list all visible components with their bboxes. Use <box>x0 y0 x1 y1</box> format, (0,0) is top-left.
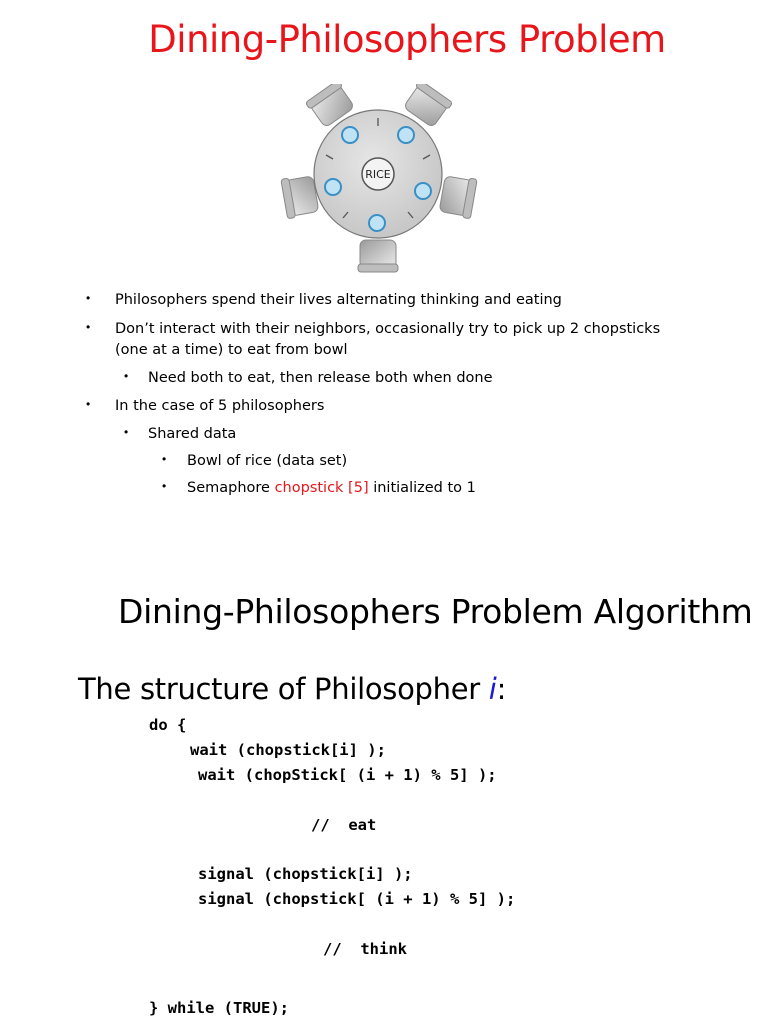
rice-label: RICE <box>365 168 391 181</box>
bullet-marker: • <box>162 479 167 493</box>
code-line: // think <box>323 940 407 958</box>
bullet-item: Don’t interact with their neighbors, occasionally try to pick up 2 chopsticks <box>115 321 661 337</box>
bullet-marker: • <box>86 291 91 305</box>
slide-title-algorithm: Dining-Philosophers Problem Algorithm <box>118 592 753 631</box>
dining-table-diagram <box>280 84 480 274</box>
bullet-marker: • <box>124 425 129 439</box>
structure-prefix: The structure of Philosopher <box>78 672 489 706</box>
semaphore-prefix: Semaphore <box>187 480 275 496</box>
bullet-item: Philosophers spend their lives alternating thinking and eating <box>115 292 562 308</box>
chair-icon <box>358 240 398 272</box>
code-line: // eat <box>311 816 377 834</box>
slide-title: Dining-Philosophers Problem <box>148 18 666 61</box>
structure-heading <box>78 672 506 706</box>
bullet-marker: • <box>86 397 91 411</box>
bullet-item: Need both to eat, then release both when done <box>148 370 493 386</box>
bullet-marker: • <box>124 369 129 383</box>
code-line: signal (chopstick[i] ); <box>198 865 413 883</box>
bullet-item: In the case of 5 philosophers <box>115 398 325 414</box>
semaphore-suffix: initialized to 1 <box>368 480 476 496</box>
structure-suffix: : <box>496 672 507 706</box>
chair-icon <box>281 174 319 219</box>
structure-variable: i <box>488 672 497 706</box>
bullet-marker: • <box>86 320 91 334</box>
code-line: do { <box>149 716 187 734</box>
code-line: wait (chopstick[i] ); <box>190 741 386 759</box>
semaphore-highlight: chopstick [5] <box>274 480 369 496</box>
bullet-item-continued: (one at a time) to eat from bowl <box>115 342 348 358</box>
chair-icon <box>439 174 477 219</box>
bullet-item: Shared data <box>148 426 237 442</box>
code-line: wait (chopStick[ (i + 1) % 5] ); <box>198 766 497 784</box>
bullet-item-semaphore <box>187 478 476 499</box>
code-line: } while (TRUE); <box>149 999 289 1017</box>
bullet-marker: • <box>162 452 167 466</box>
code-line: signal (chopstick[ (i + 1) % 5] ); <box>198 890 516 908</box>
bullet-item: Bowl of rice (data set) <box>187 453 348 469</box>
